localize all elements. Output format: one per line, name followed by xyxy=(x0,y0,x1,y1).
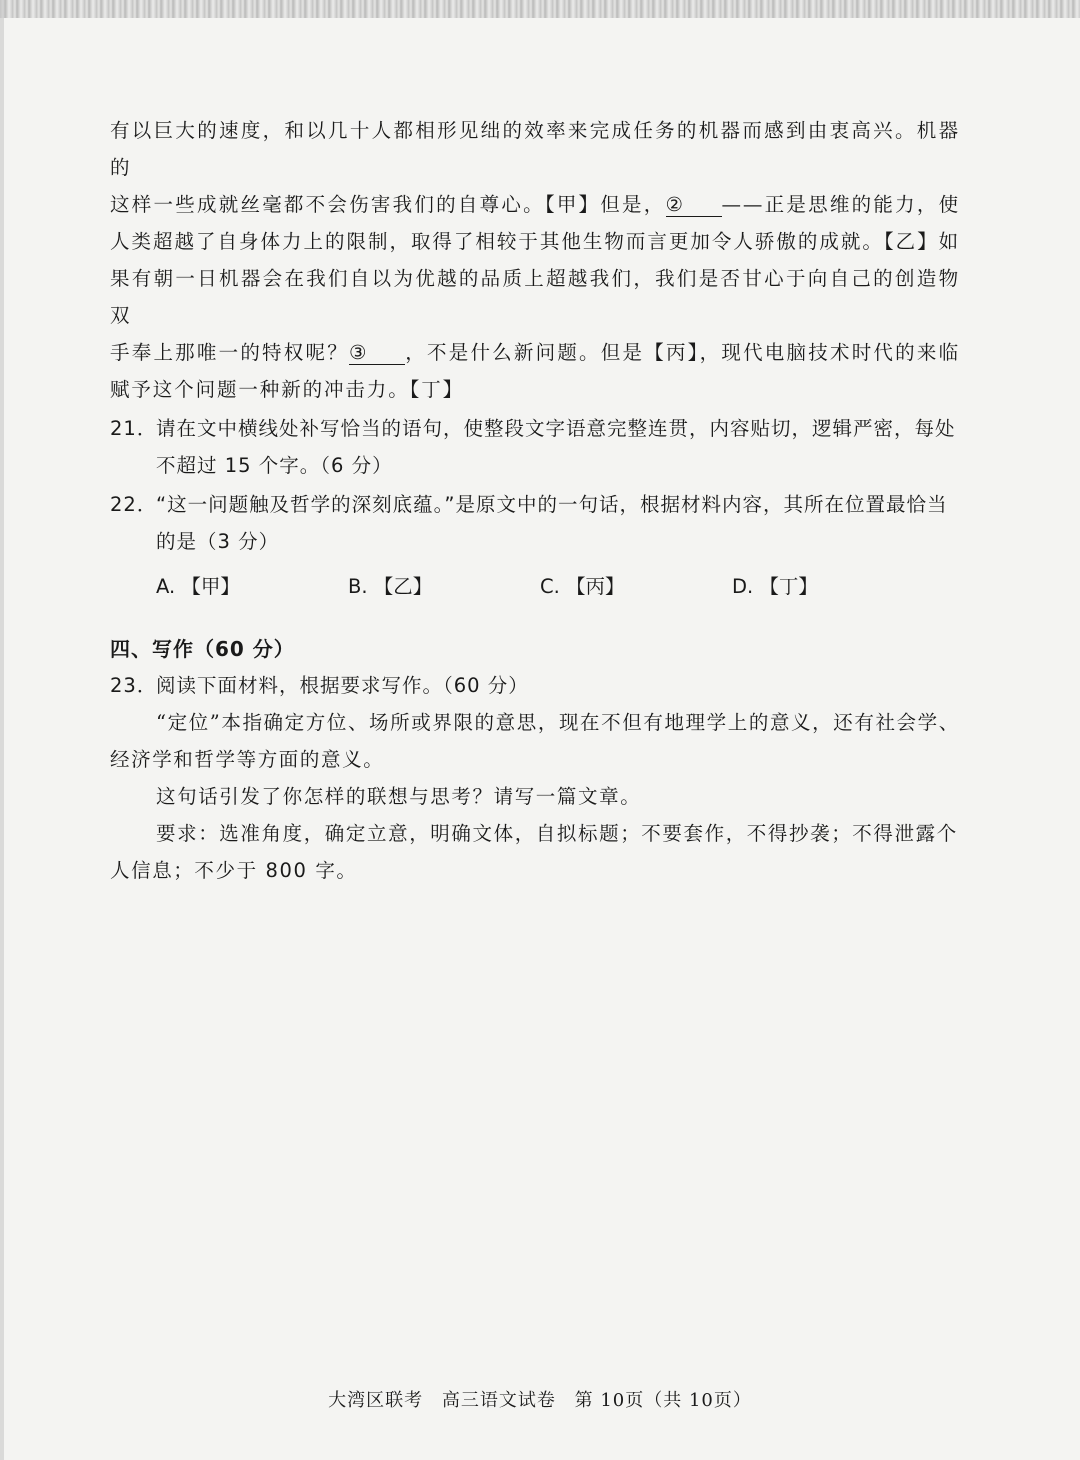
question-number: 23． xyxy=(110,674,158,697)
passage-text: 这样一些成就丝毫都不会伤害我们的自尊心。【甲】但是， xyxy=(110,193,666,216)
passage-line: 有以巨大的速度，和以几十人都相形见绌的效率来完成任务的机器而感到由衷高兴。机器的 xyxy=(110,119,960,179)
passage-line xyxy=(110,334,960,371)
option-d[interactable]: D. 【丁】 xyxy=(732,575,818,598)
question-number: 21． xyxy=(110,417,158,440)
fill-blank-3[interactable]: ③ xyxy=(349,342,405,365)
fill-blank-2[interactable]: ② xyxy=(666,194,722,217)
writing-prompt: 这句话引发了你怎样的联想与思考？请写一篇文章。 xyxy=(156,785,642,808)
passage-line: 果有朝一日机器会在我们自以为优越的品质上超越我们，我们是否甘心于向自己的创造物双 xyxy=(110,267,960,327)
option-b[interactable]: B. 【乙】 xyxy=(348,575,433,598)
exam-page xyxy=(110,112,960,889)
question-text: 请在文中横线处补写恰当的语句，使整段文字语意完整连贯，内容贴切，逻辑严密，每处不超过 15 个字。（6 分） xyxy=(156,417,956,477)
footer-page-number: 第 10页（共 10页） xyxy=(574,1390,752,1411)
option-c[interactable]: C. 【丙】 xyxy=(540,575,625,598)
reading-passage xyxy=(110,112,960,408)
footer-subject: 高三语文试卷 xyxy=(441,1390,556,1411)
footer-exam-name: 大湾区联考 xyxy=(328,1390,424,1411)
page-footer xyxy=(0,1386,1080,1412)
question-number: 22． xyxy=(110,493,158,516)
scan-left-edge xyxy=(0,0,4,1460)
question-22-options xyxy=(156,568,960,605)
passage-line xyxy=(110,186,960,223)
question-text: 阅读下面材料，根据要求写作。（60 分） xyxy=(156,674,529,697)
writing-requirements: 要求：选准角度，确定立意，明确文体，自拟标题；不要套作，不得抄袭；不得泄露个 xyxy=(156,822,958,845)
writing-requirements: 人信息；不少于 800 字。 xyxy=(110,859,358,882)
passage-line: 赋予这个问题一种新的冲击力。【丁】 xyxy=(110,378,465,401)
question-text: “这一问题触及哲学的深刻底蕴。”是原文中的一句话，根据材料内容，其所在位置最恰当的是（3 分） xyxy=(156,493,948,553)
writing-material: “定位”本指确定方位、场所或界限的意思，现在不但有地理学上的意义，还有社会学、 xyxy=(156,711,960,734)
passage-text: ——正是思维的能力，使 xyxy=(721,193,961,216)
writing-material: 经济学和哲学等方面的意义。 xyxy=(110,748,385,771)
section-title-writing: 四、写作（60 分） xyxy=(110,637,295,661)
passage-line: 人类超越了自身体力上的限制，取得了相较于其他生物而言更加令人骄傲的成就。【乙】如 xyxy=(110,230,960,253)
question-23 xyxy=(110,667,960,704)
passage-text: ，不是什么新问题。但是【丙】，现代电脑技术时代的来临 xyxy=(404,341,960,364)
scan-top-edge xyxy=(0,0,1080,18)
option-a[interactable]: A. 【甲】 xyxy=(156,575,240,598)
question-22 xyxy=(110,486,960,560)
passage-text: 手奉上那唯一的特权呢？ xyxy=(110,341,349,364)
question-21 xyxy=(110,410,960,484)
